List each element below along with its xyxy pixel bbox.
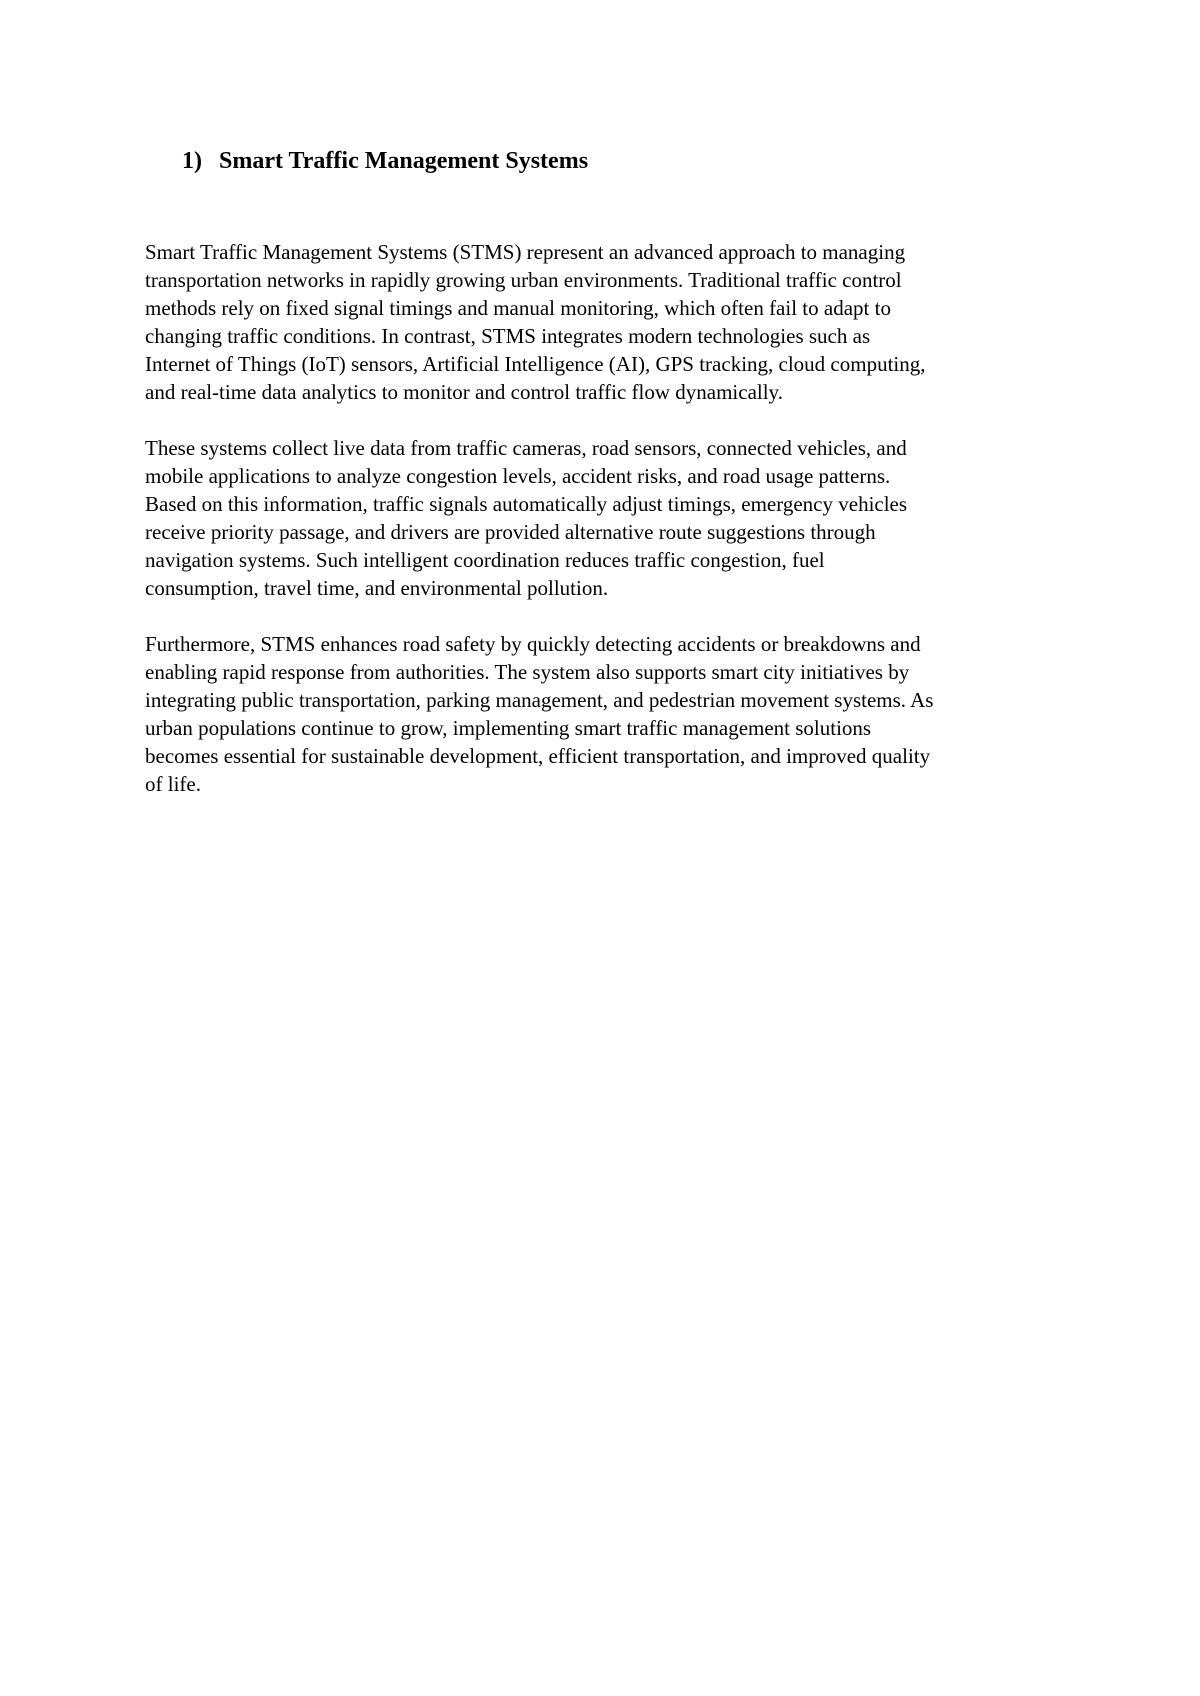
paragraph-line: receive priority passage, and drivers are provided alternative route suggestions through <box>145 520 876 544</box>
paragraph-line: Furthermore, STMS enhances road safety by quickly detecting accidents or breakdowns and <box>145 632 921 656</box>
paragraph-2 <box>145 434 1070 602</box>
paragraph-line: transportation networks in rapidly growing urban environments. Traditional traffic control <box>145 268 902 292</box>
paragraph-line: Smart Traffic Management Systems (STMS) represent an advanced approach to managing <box>145 240 906 264</box>
paragraph-line: Internet of Things (IoT) sensors, Artificial Intelligence (AI), GPS tracking, cloud computing, <box>145 352 926 376</box>
paragraph-line: consumption, travel time, and environmental pollution. <box>145 576 609 600</box>
paragraph-line: These systems collect live data from traffic cameras, road sensors, connected vehicles, and <box>145 436 907 460</box>
paragraph-line: methods rely on fixed signal timings and manual monitoring, which often fail to adapt to <box>145 296 891 320</box>
paragraph-line: changing traffic conditions. In contrast, STMS integrates modern technologies such as <box>145 324 871 348</box>
paragraph-3 <box>145 630 1070 798</box>
paragraph-line: of life. <box>145 772 201 796</box>
paragraph-line: enabling rapid response from authorities. The system also supports smart city initiatives by <box>145 660 910 684</box>
paragraph-1 <box>145 238 1070 406</box>
paragraph-line: mobile applications to analyze congestion levels, accident risks, and road usage patterns. <box>145 464 891 488</box>
section-heading <box>182 146 588 176</box>
paragraph-line: becomes essential for sustainable development, efficient transportation, and improved quality <box>145 744 931 768</box>
section-title: Smart Traffic Management Systems <box>219 148 589 174</box>
paragraph-line: Based on this information, traffic signals automatically adjust timings, emergency vehicles <box>145 492 908 516</box>
section-number: 1) <box>182 148 202 174</box>
paragraph-line: urban populations continue to grow, implementing smart traffic management solutions <box>145 716 872 740</box>
paragraph-line: integrating public transportation, parking management, and pedestrian movement systems. As <box>145 688 934 712</box>
paragraph-line: and real-time data analytics to monitor and control traffic flow dynamically. <box>145 380 783 404</box>
paragraph-line: navigation systems. Such intelligent coordination reduces traffic congestion, fuel <box>145 548 825 572</box>
body-text <box>145 238 1070 826</box>
